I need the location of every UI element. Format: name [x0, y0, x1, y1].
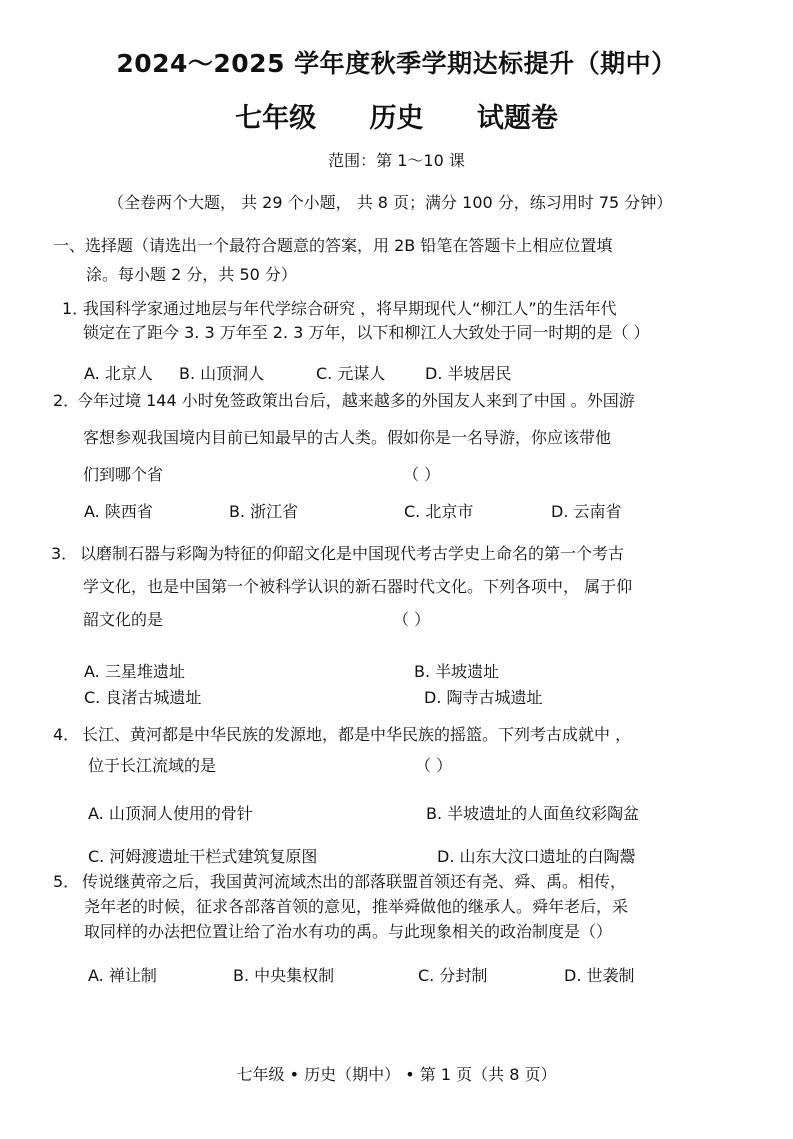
- option-d: D. 云南省: [551, 502, 622, 521]
- answer-bracket: （ ）: [415, 756, 453, 775]
- question-number: 1．: [62, 299, 89, 318]
- option-a: A. 北京人: [84, 364, 153, 383]
- option-d: D. 世袭制: [564, 966, 635, 985]
- question-text: 取同样的办法把位置让给了治水有功的禹。与此现象相关的政治制度是（）: [84, 922, 613, 941]
- grade-label: 七年级: [235, 103, 317, 134]
- option-d: D. 陶寺古城遗址: [424, 688, 543, 707]
- subject-label: 历史: [369, 103, 424, 134]
- exam-note: （全卷两个大题， 共 29 个小题， 共 8 页；满分 100 分，练习用时 75 分钟）: [108, 193, 673, 212]
- option-b: B. 浙江省: [229, 502, 299, 521]
- question-text: 传说继黄帝之后，我国黄河流域杰出的部落联盟首领还有尧、舜、禹。相传，: [82, 872, 627, 891]
- option-c: C. 元谋人: [316, 364, 386, 383]
- question-number: 3．: [51, 544, 78, 563]
- option-b: B. 半坡遗址的人面鱼纹彩陶盆: [426, 804, 640, 823]
- paper-label: 试题卷: [476, 103, 558, 134]
- question-text: 客想参观我国境内目前已知最早的古人类。假如你是一名导游，你应该带他: [83, 428, 612, 447]
- question-text: 我国科学家通过地层与年代学综合研究 ，将早期现代人“柳江人”的生活年代: [83, 299, 617, 318]
- option-a: A. 山顶洞人使用的骨针: [88, 804, 253, 823]
- question-text: 尧年老的时候，征求各部落首领的意见，推举舜做他的继承人。舜年老后，采: [84, 897, 629, 916]
- option-b: B. 山顶洞人: [179, 364, 265, 383]
- answer-bracket: （ ）: [403, 465, 441, 484]
- scope-text: 范围：第 1～10 课: [328, 151, 465, 170]
- question-number: 5．: [53, 872, 80, 891]
- question-text: 今年过境 144 小时免签政策出台后，越来越多的外国友人来到了中国 。外国游: [77, 391, 635, 410]
- question-text: 锁定在了距今 3. 3 万年至 2. 3 万年，以下和柳江人大致处于同一时期的是（ ）: [83, 323, 650, 342]
- question-text: 以磨制石器与彩陶为特征的仰韶文化是中国现代考古学史上命名的第一个考古: [80, 544, 625, 563]
- question-number: 4．: [53, 725, 80, 744]
- option-a: A. 陕西省: [84, 502, 153, 521]
- section-heading-cont: 涂。每小题 2 分，共 50 分）: [86, 265, 297, 284]
- option-b: B. 半坡遗址: [414, 662, 500, 681]
- question-text: 韶文化的是: [83, 610, 164, 629]
- option-c: C. 北京市: [404, 502, 474, 521]
- question-text: 学文化，也是中国第一个被科学认识的新石器时代文化。下列各项中， 属于仰: [83, 577, 633, 596]
- option-d: D. 山东大汶口遗址的白陶鬶: [437, 847, 636, 866]
- question-text: 们到哪个省: [83, 465, 164, 484]
- exam-title: 2024～2025 学年度秋季学期达标提升（期中）: [116, 49, 677, 78]
- option-d: D. 半坡居民: [425, 364, 512, 383]
- option-c: C. 河姆渡遗址干栏式建筑复原图: [88, 847, 318, 866]
- page-footer: 七年级 • 历史（期中） • 第 1 页（共 8 页）: [236, 1065, 557, 1084]
- question-number: 2．: [53, 391, 80, 410]
- option-b: B. 中央集权制: [233, 966, 335, 985]
- answer-bracket: （ ）: [393, 610, 431, 629]
- question-text: 长江、黄河都是中华民族的发源地，都是中华民族的摇篮。下列考古成就中 ，: [82, 725, 632, 744]
- question-text: 位于长江流域的是: [88, 756, 217, 775]
- exam-subtitle: [0, 96, 793, 135]
- section-heading: 一、选择题（请选出一个最符合题意的答案，用 2B 铅笔在答题卡上相应位置填: [53, 236, 613, 255]
- option-a: A. 禅让制: [88, 966, 157, 985]
- option-a: A. 三星堆遗址: [84, 662, 185, 681]
- option-c: C. 良渚古城遗址: [84, 688, 202, 707]
- option-c: C. 分封制: [418, 966, 488, 985]
